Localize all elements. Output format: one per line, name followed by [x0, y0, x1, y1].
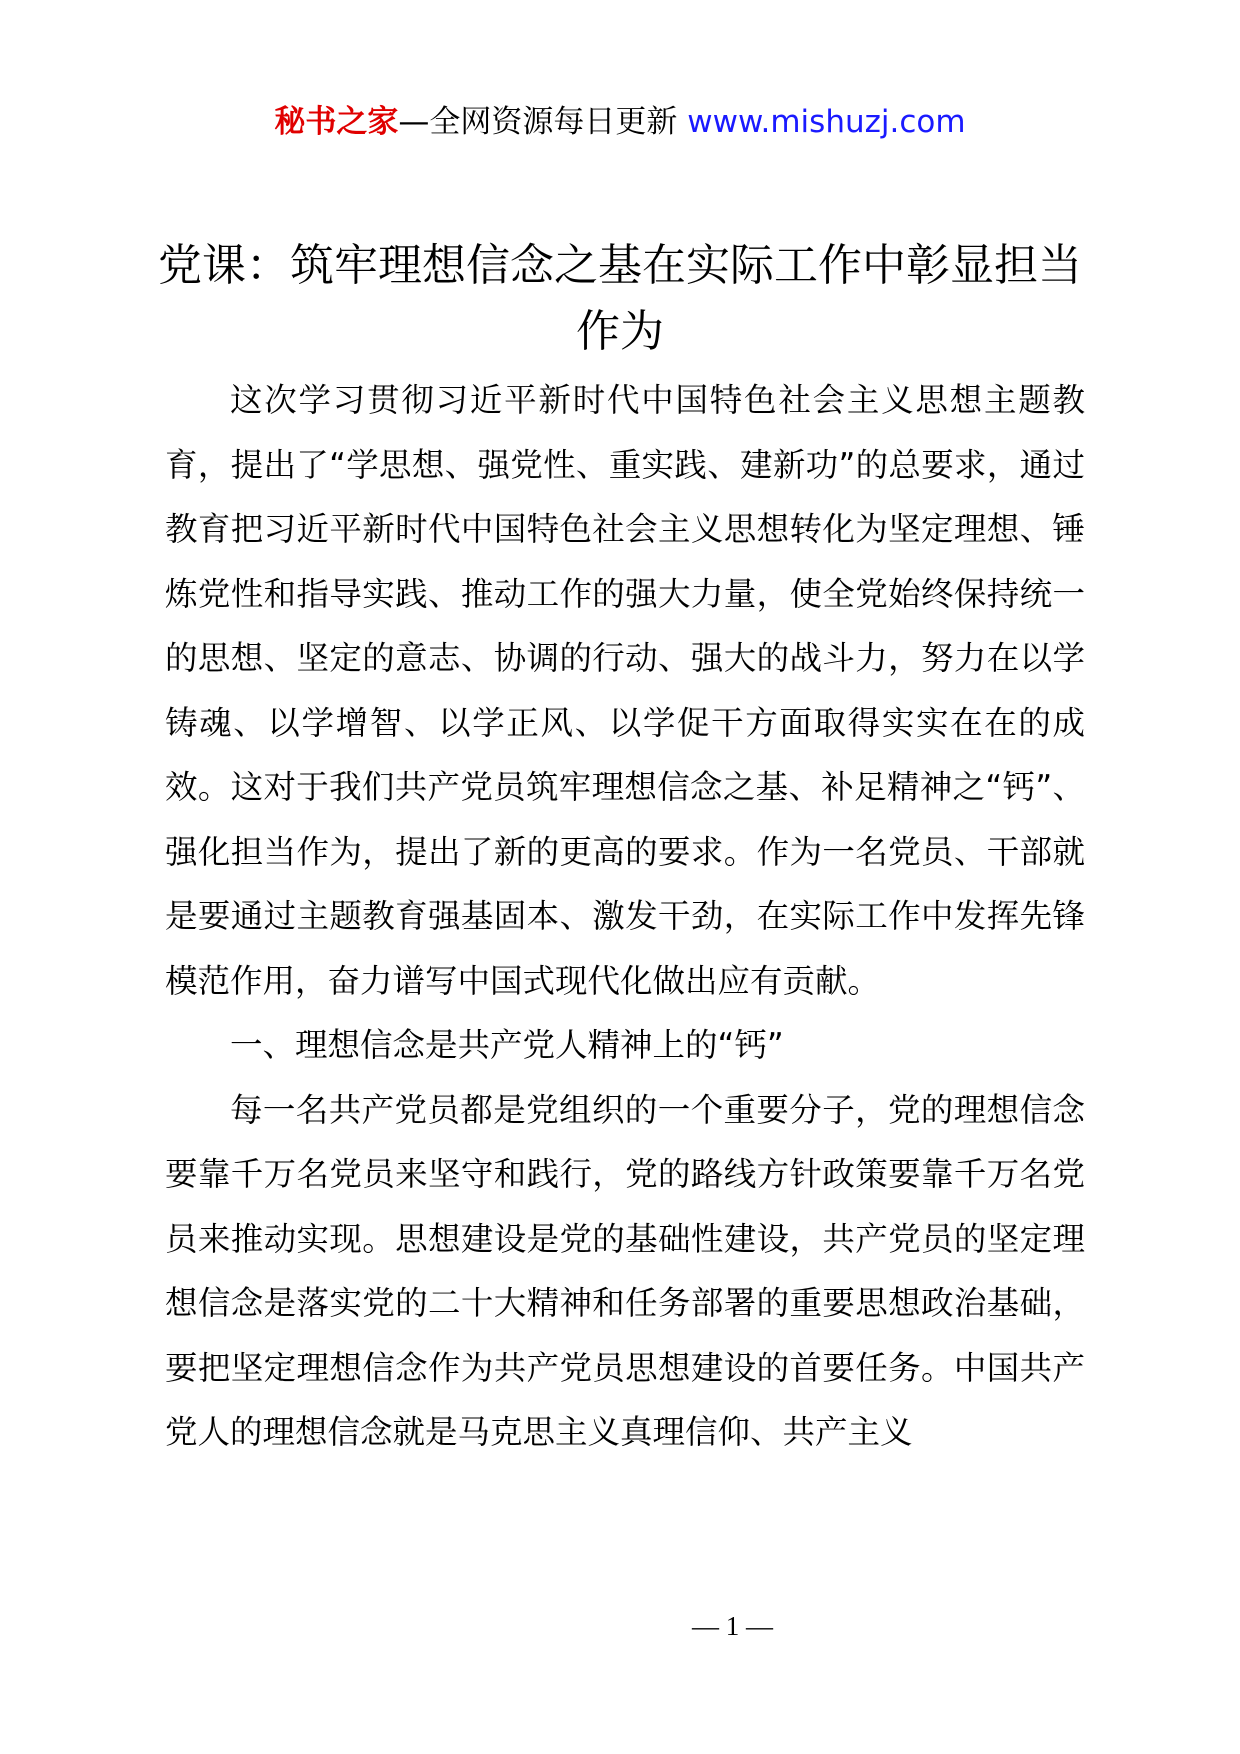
- document-body: [165, 368, 1085, 1465]
- site-url[interactable]: www.mishuzj.com: [687, 104, 966, 140]
- document-title: 党课：筑牢理想信念之基在实际工作中彰显担当作为: [158, 240, 1082, 357]
- section-heading: 一、理想信念是共产党人精神上的“钙”: [230, 1026, 784, 1064]
- body-paragraph: 每一名共产党员都是党组织的一个重要分子，党的理想信念要靠千万名党员来坚守和践行，党的路线方针政策要靠千万名党员来推动实现。思想建设是党的基础性建设，共产党员的坚定理想信念是落实党的二十大精神和任务部署的重要思想政治基础，要把坚定理想信念作为共产党员思想建设的首要任务。中国共产党人的理想信念就是马克思主义真理信仰、共产主义: [165, 1090, 1085, 1451]
- site-header: [0, 100, 1240, 144]
- site-brand: 秘书之家: [274, 104, 399, 140]
- site-tagline: —全网资源每日更新: [398, 104, 688, 140]
- page-number: — 1 —: [692, 1611, 773, 1641]
- intro-paragraph: 这次学习贯彻习近平新时代中国特色社会主义思想主题教育，提出了“学思想、强党性、重实践、建新功”的总要求，通过教育把习近平新时代中国特色社会主义思想转化为坚定理想、锤炼党性和指导实践、推动工作的强大力量，使全党始终保持统一的思想、坚定的意志、协调的行动、强大的战斗力，努力在以学铸魂、以学增智、以学正风、以学促干方面取得实实在在的成效。这对于我们共产党员筑牢理想信念之基、补足精神之“钙”、强化担当作为，提出了新的更高的要求。作为一名党员、干部就是要通过主题教育强基固本、激发干劲，在实际工作中发挥先锋模范作用，奋力谱写中国式现代化做出应有贡献。: [165, 381, 1085, 1000]
